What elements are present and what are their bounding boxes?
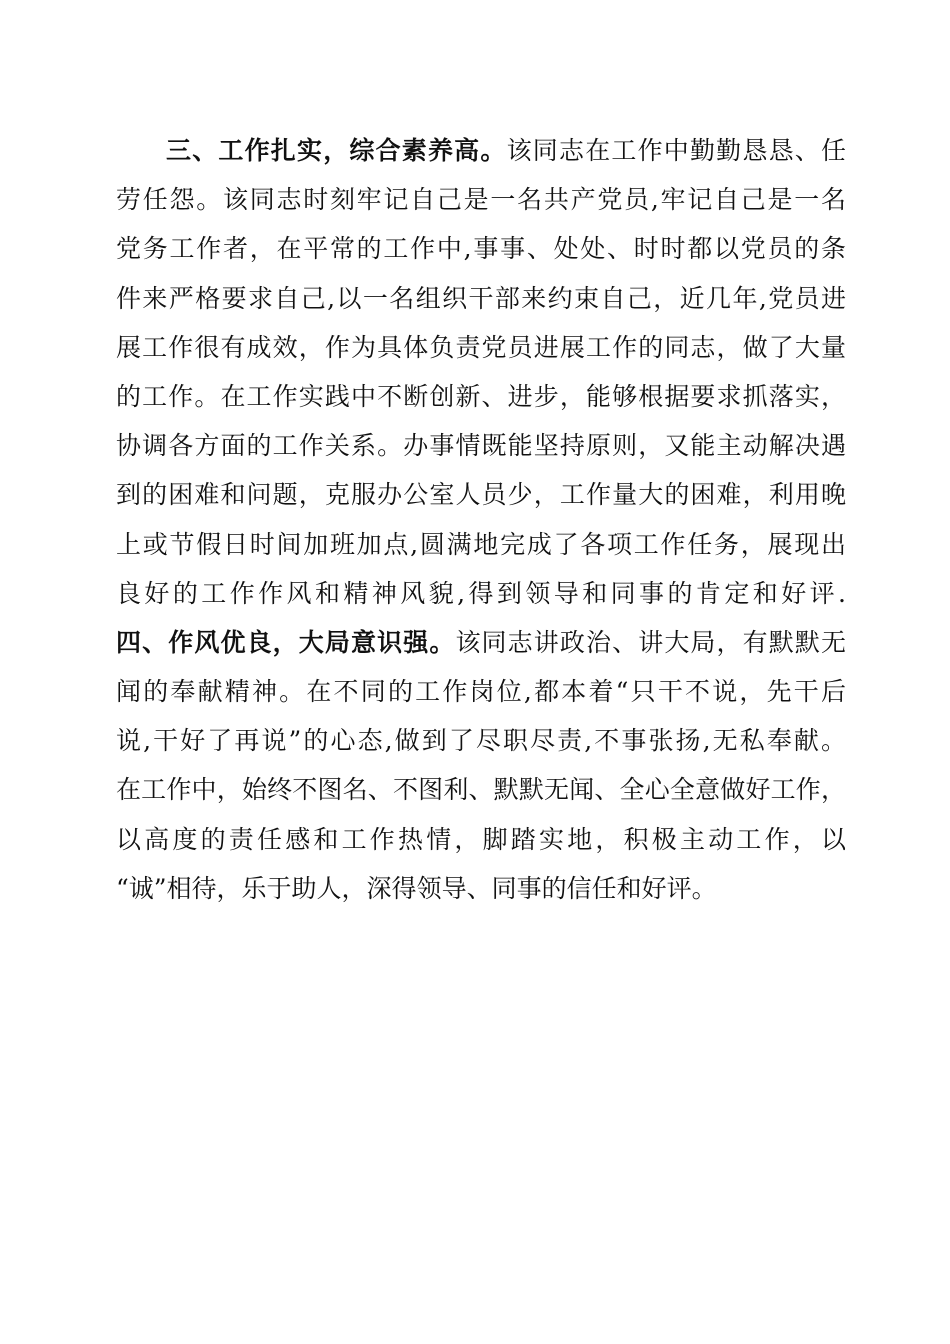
- body-line: 闻的奉献精神。在不同的工作岗位,都本着“只干不说，先干后: [116, 677, 846, 707]
- section-3-line-1: [116, 126, 846, 175]
- body-line: 劳任怨。该同志时刻牢记自己是一名共产党员,牢记自己是一名: [116, 185, 846, 215]
- body-line: 以高度的责任感和工作热情，脚踏实地，积极主动工作，以: [116, 824, 846, 854]
- body-line: 件来严格要求自己,以一名组织干部来约束自己，近几年,党员进: [116, 283, 846, 313]
- body-line: 的工作。在工作实践中不断创新、进步，能够根据要求抓落实，: [116, 381, 846, 411]
- document-body: [116, 126, 846, 913]
- body-line: 说,干好了再说”的心态,做到了尽职尽责,不事张扬,无私奉献。: [116, 726, 846, 756]
- body-line: 在工作中，始终不图名、不图利、默默无闻、全心全意做好工作，: [116, 775, 846, 805]
- section-3-heading: 三、工作扎实，综合素养高。: [166, 136, 507, 165]
- section-3-line-1-text: 该同志在工作中勤勤恳恳、任: [506, 136, 846, 165]
- body-line: 展工作很有成效，作为具体负责党员进展工作的同志，做了大量: [116, 332, 846, 362]
- section-4-line-1: [116, 618, 846, 667]
- body-line: 党务工作者，在平常的工作中,事事、处处、时时都以党员的条: [116, 234, 846, 264]
- body-line: 上或节假日时间加班加点,圆满地完成了各项工作任务，展现出: [116, 529, 846, 559]
- section-4-heading: 四、作风优良，大局意识强。: [116, 627, 456, 657]
- section-4-line-1-text: 该同志讲政治、讲大局，有默默无: [455, 627, 846, 657]
- body-line: 良好的工作作风和精神风貌,得到领导和同事的肯定和好评.: [116, 578, 846, 608]
- body-line: “诚”相待，乐于助人，深得领导、同事的信任和好评。: [116, 873, 717, 903]
- body-line: 到的困难和问题，克服办公室人员少，工作量大的困难，利用晚: [116, 480, 846, 510]
- body-line: 协调各方面的工作关系。办事情既能坚持原则，又能主动解决遇: [116, 431, 846, 461]
